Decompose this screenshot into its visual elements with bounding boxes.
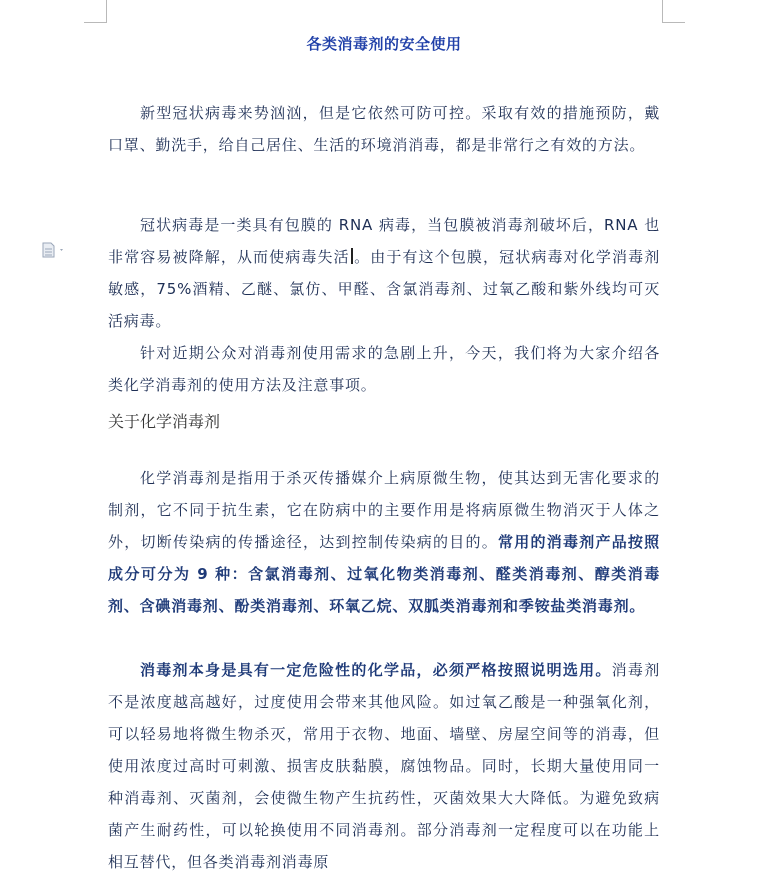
page-corner-mark-right <box>662 0 685 23</box>
page-corner-mark-left <box>84 0 107 23</box>
paragraph-purpose: 针对近期公众对消毒剂使用需求的急剧上升，今天，我们将为大家介绍各类化学消毒剂的使用方法及注意事项。 <box>108 344 660 394</box>
paragraph-coronavirus-part1: 冠状病毒是一类具有包膜的 RNA 病毒，当包膜被消毒剂破坏后，RNA 也非常容易被降解，从而使病毒失活 <box>108 216 660 266</box>
paragraph-coronavirus-part2: 。由于有这个包膜，冠状病毒对化学消毒剂敏感，75%酒精、乙醚、氯仿、甲醛、含氯消毒剂、过氧乙酸和紫外线均可灭活病毒。 <box>108 248 660 330</box>
paragraph-danger <box>108 654 660 878</box>
text-cursor <box>351 248 353 264</box>
paragraph-danger-emphasis: 消毒剂本身是具有一定危险性的化学品，必须严格按照说明选用。 <box>140 661 612 679</box>
paragraph-definition-text: 化学消毒剂是指用于杀灭传播媒介上病原微生物，使其达到无害化要求的制剂，它不同于抗生素，它在防病中的主要作用是将病原微生物消灭于人体之外，切断传染病的传播途径，达到控制传染病的目的。 <box>108 469 660 551</box>
paragraph-intro: 新型冠状病毒来势汹汹，但是它依然可防可控。采取有效的措施预防，戴口罩、勤洗手，给自己居住、生活的环境消消毒，都是非常行之有效的方法。 <box>108 104 660 154</box>
document-icon[interactable] <box>42 242 66 258</box>
paragraph-coronavirus <box>108 209 660 337</box>
paragraph-danger-text: 消毒剂不是浓度越高越好，过度使用会带来其他风险。如过氧乙酸是一种强氧化剂，可以轻易地将微生物杀灭，常用于衣物、地面、墙壁、房屋空间等的消毒，但使用浓度过高时可刺激、损害皮肤黏膜，腐蚀物品。同时，长期大量使用同一种消毒剂、灭菌剂，会使微生物产生抗药性，灭菌效果大大降低。为避免致病菌产生耐药性，可以轮换使用不同消毒剂。部分消毒剂一定程度可以在功能上相互替代，但各类消毒剂消毒原 <box>108 661 661 871</box>
paragraph-definition-emphasis: 常用的消毒剂产品按照成分可分为 9 种：含氯消毒剂、过氧化物类消毒剂、醛类消毒剂、醇类消毒剂、含碘消毒剂、酚类消毒剂、环氧乙烷、双胍类消毒剂和季铵盐类消毒剂。 <box>108 533 660 615</box>
document-title: 各类消毒剂的安全使用 <box>306 35 462 53</box>
paragraph-definition <box>108 462 660 622</box>
section-heading: 关于化学消毒剂 <box>108 412 221 431</box>
